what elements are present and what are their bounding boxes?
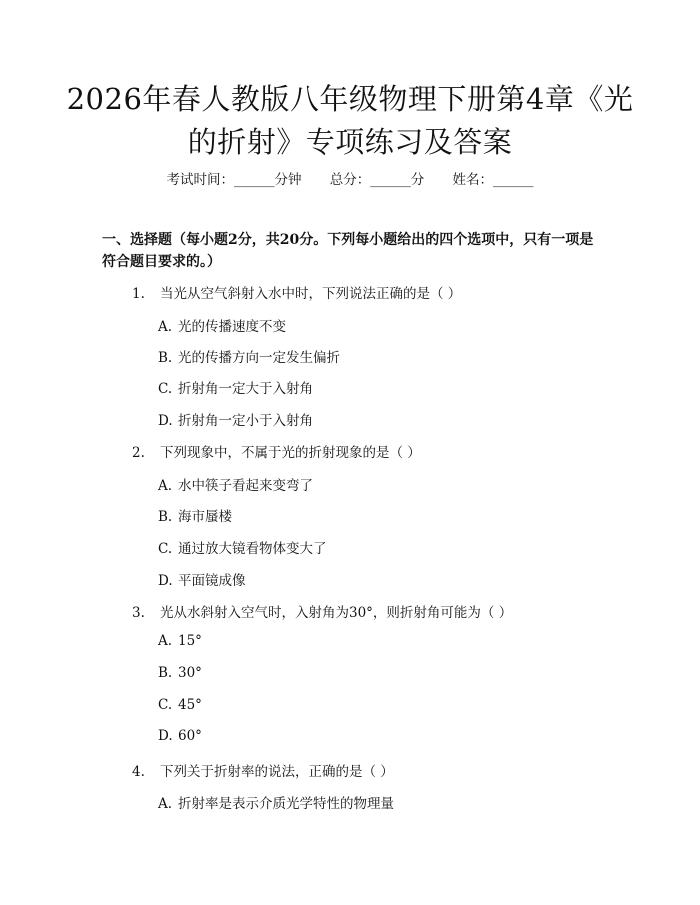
option [158,728,202,744]
option [158,792,394,812]
option-letter: A. [158,319,173,335]
option-letter: C. [158,381,173,397]
question-text: 下列关于折射率的说法，正确的是（ ） [160,764,394,780]
option-text: 平面镜成像 [178,573,246,589]
question-number: 2. [132,445,145,461]
option [158,377,313,397]
option [158,569,246,589]
option [158,474,313,494]
option [158,537,327,557]
option [158,505,232,525]
option-text: 光的传播速度不变 [178,319,286,335]
question-number: 3. [132,605,145,621]
option-text: 60° [178,728,202,744]
option-text: 通过放大镜看物体变大了 [178,541,327,557]
option-text: 折射率是表示介质光学特性的物理量 [178,796,394,812]
option-letter: C. [158,541,173,557]
option-text: 光的传播方向一定发生偏折 [178,350,340,366]
option-letter: B. [158,350,173,366]
option-letter: D. [158,728,173,744]
total-score: 总分：______分 [329,172,425,188]
option-text: 45° [178,697,202,713]
question [132,282,461,302]
option-text: 折射角一定大于入射角 [178,381,313,397]
question-text: 光从水斜射入空气时，入射角为30°，则折射角可能为（ ） [160,605,513,621]
question-text: 当光从空气斜射入水中时，下列说法正确的是（ ） [160,286,462,302]
option-letter: A. [158,478,173,494]
option [158,346,340,366]
question-text: 下列现象中，不属于光的折射现象的是（ ） [160,445,421,461]
option [158,665,202,681]
question [132,760,394,780]
question-number: 4. [132,764,145,780]
option-letter: D. [158,413,173,429]
option-letter: A. [158,633,173,649]
question [132,601,512,621]
option-letter: D. [158,573,173,589]
option-letter: C. [158,697,173,713]
exam-time: 考试时间：______分钟 [166,172,302,188]
option-text: 30° [178,665,202,681]
option-letter: B. [158,509,173,525]
exam-meta [0,168,700,188]
option-text: 15° [178,633,202,649]
option-text: 海市蜃楼 [178,509,232,525]
option [158,315,286,335]
option-text: 水中筷子看起来变弯了 [178,478,313,494]
section-heading: 一、选择题（每小题2分，共20分。下列每小题给出的四个选项中，只有一项是符合题目要求的。） [102,232,594,270]
option [158,633,202,649]
page-title: 2026年春人教版八年级物理下册第4章《光的折射》专项练习及答案 [66,82,634,159]
option [158,697,202,713]
question-number: 1. [132,286,145,302]
option-letter: B. [158,665,173,681]
option-text: 折射角一定小于入射角 [178,413,313,429]
student-name: 姓名：______ [452,172,534,188]
option-letter: A. [158,796,173,812]
option [158,409,313,429]
question [132,441,421,461]
